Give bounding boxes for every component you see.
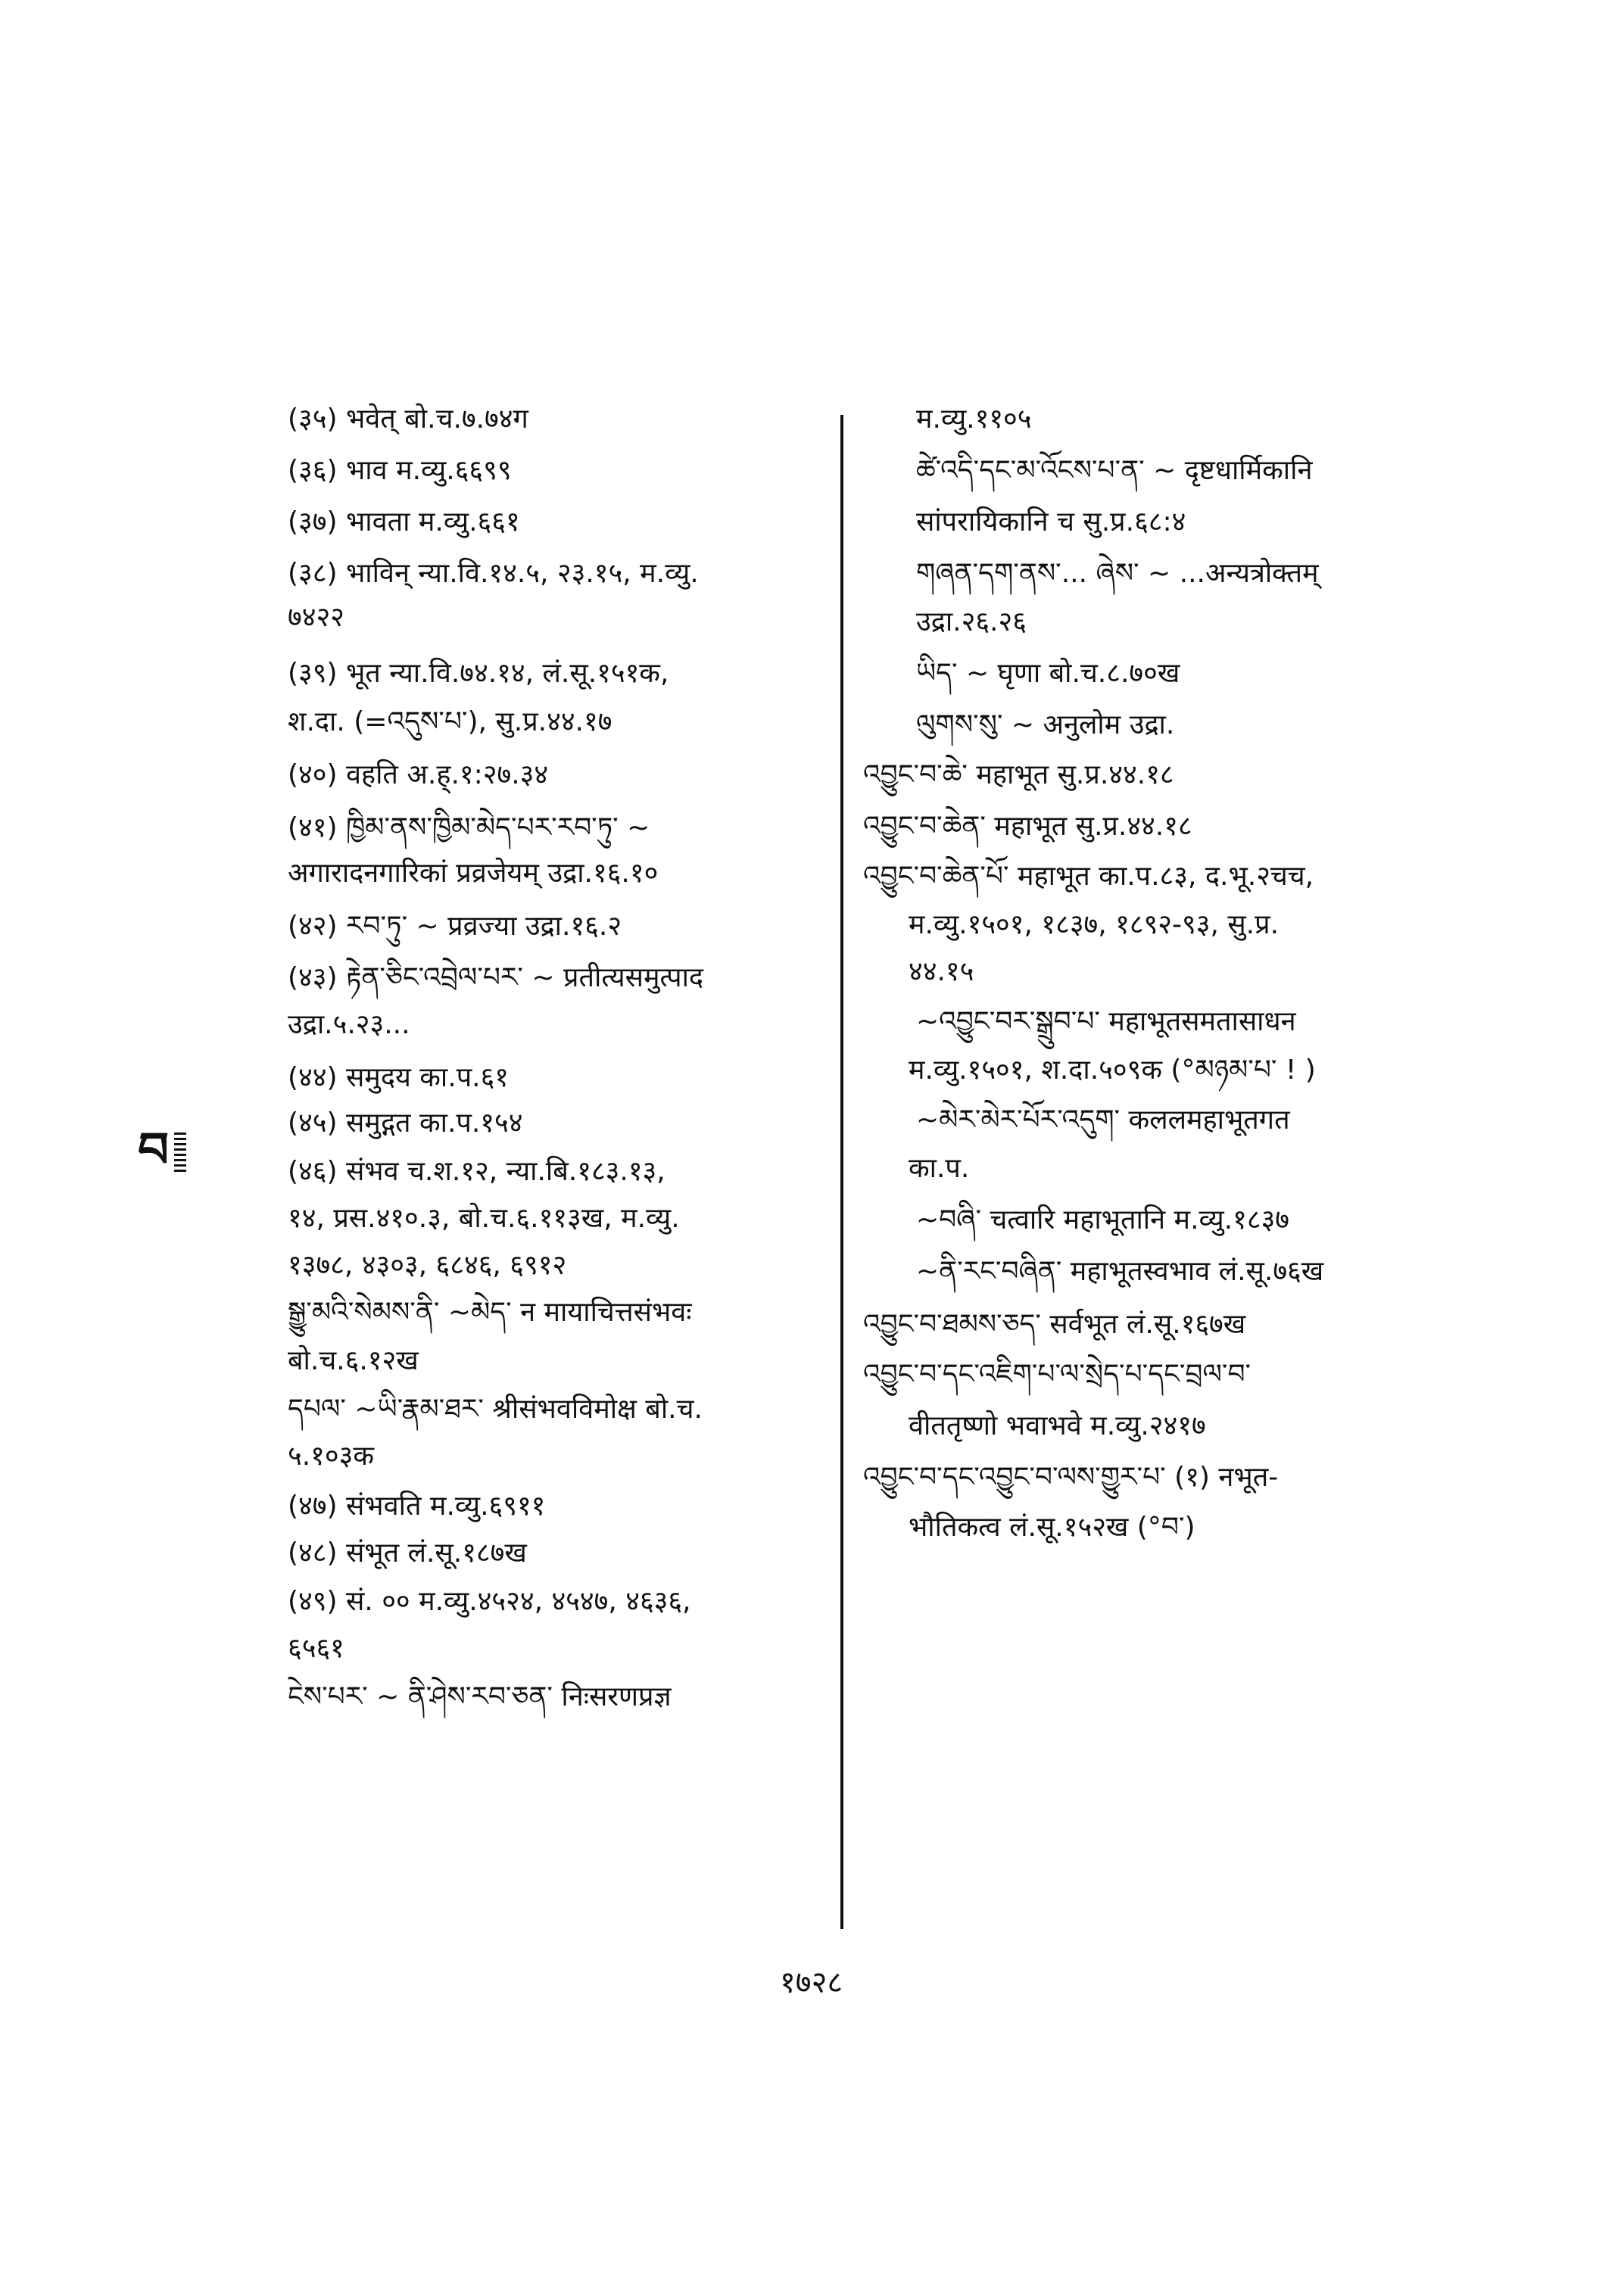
entry-line: ७४२२: [288, 602, 344, 633]
entry-line: वीततृष्णो भवाभवे म.व्यु.२४१७: [909, 1410, 1206, 1441]
entry-line: (४६) संभव च.श.१२, न्या.बि.१८३.१३,: [288, 1156, 665, 1187]
entry-line: (४१) ཁྱིམ་ནས་ཁྱིམ་མེད་པར་རབ་ཏུ་ ~: [288, 812, 650, 843]
entry-line: (३५) भवेत् बो.च.७.७४ग: [288, 403, 528, 435]
entry-line: ४४.१५: [909, 956, 974, 987]
entry-line: (४७) संभवति म.व्यु.६९११: [288, 1491, 546, 1522]
entry-line: म.व्यु.११०५: [916, 403, 1032, 435]
entry-line: १३७८, ४३०३, ६८४६, ६९१२: [288, 1250, 567, 1281]
entry-line: འབྱུང་བ་ཐམས་ཅད་ सर्वभूत लं.सू.१६७ख: [863, 1309, 1246, 1340]
entry-line: (४९) सं. ०० म.व्यु.४५२४, ४५४७, ४६३६,: [288, 1586, 691, 1617]
entry-line: ཚེ་འདི་དང་མ་འོངས་པ་ན་ ~ दृष्टधार्मिकानि: [916, 455, 1313, 486]
entry-line: म.व्यु.१५०१, श.दा.५०९क (°མཉམ་པ་ ! ): [909, 1055, 1316, 1086]
column-divider: [840, 415, 843, 1929]
entry-line: (४०) वहति अ.ह्.१:२७.३४: [288, 759, 549, 790]
entry-line: ~མེར་མེར་པོར་འདུག་ कललमहाभूतगत: [916, 1104, 1290, 1136]
entry-line: (४२) རབ་ཏུ་ ~ प्रव्रज्या उद्रा.१६.२: [288, 911, 622, 942]
entry-line: ~འབྱུང་བར་སྒྲུབ་པ་ महाभूतसमतासाधन: [916, 1006, 1296, 1037]
entry-line: उद्रा.५.२३...: [288, 1009, 410, 1040]
entry-line: གཞན་དག་ནས་... ཞེས་ ~ ...अन्यत्रोक्तम्: [916, 558, 1319, 589]
entry-line: (३९) भूत न्या.वि.७४.१४, लं.सू.१५१क,: [288, 658, 669, 689]
entry-line: དཔལ་ ~ཡི་རྣམ་ཐར་ श्रीसंभवविमोक्ष बो.च.: [288, 1394, 703, 1425]
entry-line: म.व्यु.१५०१, १८३७, १८९२-९३, सु.प्र.: [909, 909, 1280, 940]
entry-line: श.दा. (=འདུས་པ་), सु.प्र.४४.१७: [288, 706, 613, 737]
entry-line: (३८) भाविन् न्या.वि.१४.५, २३.१५, म.व्यु.: [288, 558, 699, 589]
entry-line: འབྱུང་བ་ཆེ་ महाभूत सु.प्र.४४.१८: [863, 759, 1174, 790]
entry-line: ५.१०३क: [288, 1441, 374, 1472]
entry-line: འབྱུང་བ་དང་འབྱུང་བ་ལས་གྱུར་པ་ (१) नभूत-: [863, 1462, 1279, 1493]
entry-line: का.प.: [909, 1153, 970, 1184]
entry-line: १४, प्रस.४१०.३, बो.च.६.११३ख, म.व्यु.: [288, 1203, 680, 1234]
entry-line: (३६) भाव म.व्यु.६६९९: [288, 455, 512, 486]
entry-line: འབྱུང་བ་ཆེན་ महाभूत सु.प्र.४४.१८: [863, 811, 1192, 842]
entry-line: (४४) समुदय का.प.६१: [288, 1062, 510, 1093]
entry-line: ངེས་པར་ ~ ནི་ཤེས་རབ་ཅན་ निःसरणप्रज्ञ: [288, 1681, 672, 1712]
entry-line: སྒྱུ་མའི་སེམས་ནི་ ~མེད་ न मायाचित्तसंभवः: [288, 1297, 692, 1328]
entry-line: उद्रा.२६.२६: [916, 606, 1027, 637]
entry-line: अगारादनगारिकां प्रव्रजेयम् उद्रा.१६.१०: [288, 858, 659, 889]
entry-line: सांपरायिकानि च सु.प्र.६८:४: [916, 506, 1186, 537]
section-letter-marker: བ: [138, 1123, 170, 1179]
entry-line: भौतिकत्व लं.सू.१५२ख (°བ་): [909, 1512, 1195, 1543]
page-number: १७२८: [780, 1965, 843, 2000]
entry-line: ~བཞི་ चत्वारि महाभूतानि म.व्यु.१८३७: [916, 1204, 1290, 1235]
entry-line: འབྱུང་བ་དང་འཇིག་པ་ལ་སྲེད་པ་དང་བྲལ་བ་: [863, 1359, 1252, 1390]
entry-line: ཡིད་ ~ घृणा बो.च.८.७०ख: [916, 658, 1180, 689]
entry-line: (४८) संभूत लं.सू.१८७ख: [288, 1537, 527, 1569]
entry-line: ~ནི་རང་བཞིན་ महाभूतस्वभाव लं.सू.७६ख: [916, 1256, 1324, 1287]
entry-line: बो.च.६.१२ख: [288, 1345, 419, 1376]
entry-line: འབྱུང་བ་ཆེན་པོ་ महाभूत का.प.८३, द.भू.२चच,: [863, 861, 1314, 892]
entry-line: ལུགས་སུ་ ~ अनुलोम उद्रा.: [916, 709, 1175, 740]
entry-line: (४५) समुद्गत का.प.१५४: [288, 1108, 523, 1139]
entry-line: (४३) རྟེན་ཅིང་འབྲེལ་པར་ ~ प्रतीत्यसमुत्पाद: [288, 962, 704, 993]
entry-line: (३७) भावता म.व्यु.६६१: [288, 506, 520, 537]
entry-line: ६५६१: [288, 1633, 344, 1664]
